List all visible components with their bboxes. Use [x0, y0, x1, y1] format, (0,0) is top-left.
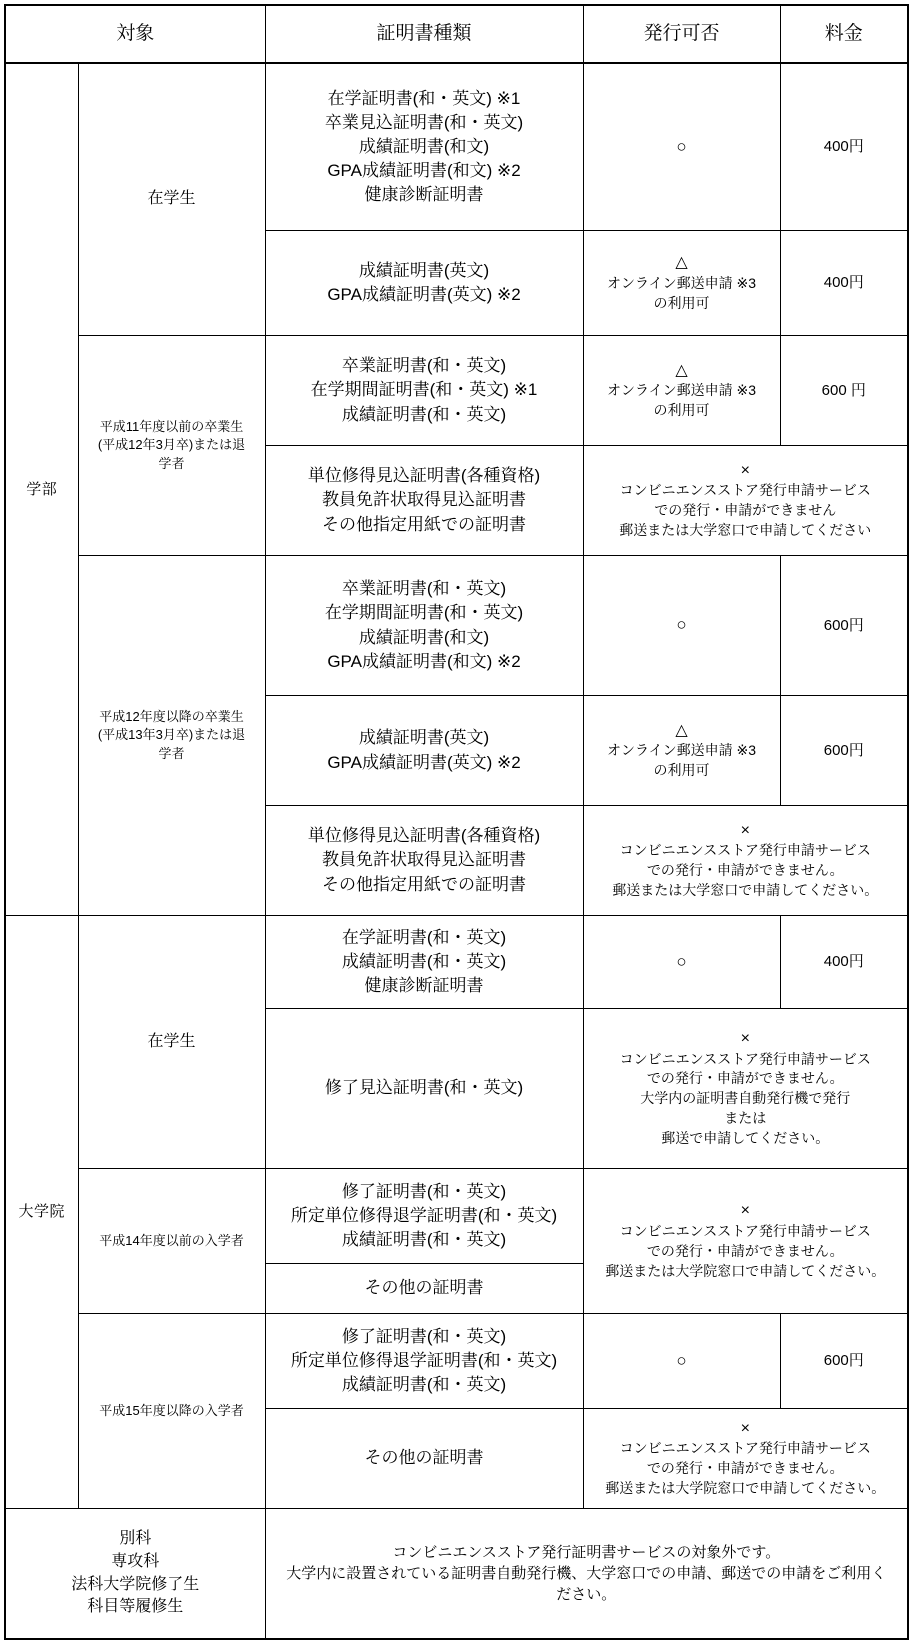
table-row — [5, 63, 908, 231]
availability-note-line: コンビニエンスストア発行申請サービス — [619, 482, 871, 499]
cert-type-item: GPA成績証明書(英文) ※2 — [327, 752, 521, 772]
cert-type-list — [265, 1409, 583, 1509]
cert-type-item: 卒業見込証明書(和・英文) — [324, 112, 524, 132]
availability-status — [583, 63, 780, 231]
availability-status — [583, 916, 780, 1009]
target-label-other — [5, 1509, 265, 1640]
cert-type-item: 健康診断証明書 — [364, 185, 484, 205]
availability-mark-circle-icon: ○ — [676, 1350, 687, 1370]
availability-status — [583, 696, 780, 806]
availability-note-line: の利用可 — [653, 402, 710, 419]
cert-type-list — [265, 556, 583, 696]
cert-type-item: 在学期間証明書(和・英文) — [324, 603, 524, 623]
table-row — [5, 1314, 908, 1409]
availability-mark-cross-icon: × — [740, 821, 750, 839]
availability-mark-triangle-icon: △ — [675, 254, 688, 272]
cert-type-item: 成績証明書(和・英文) — [341, 1375, 507, 1395]
availability-status — [583, 336, 780, 446]
other-note-line: ださい。 — [556, 1586, 617, 1604]
availability-mark-cross-icon: × — [740, 1030, 750, 1048]
availability-note-line: オンライン郵送申請 ※3 — [607, 382, 757, 399]
other-note-line: 大学内に設置されている証明書自動発行機、大学窓口での申請、郵送での申請をご利用く — [286, 1564, 887, 1582]
availability-mark-circle-icon: ○ — [676, 951, 687, 971]
availability-note-line: での発行・申請ができません — [654, 502, 837, 519]
fee-value: 600円 — [780, 696, 908, 806]
fee-value: 400円 — [780, 231, 908, 336]
cert-type-list — [265, 696, 583, 806]
availability-note-line: 大学内の証明書自動発行機で発行 — [640, 1090, 851, 1107]
cert-type-item: 教員免許状取得見込証明書 — [322, 490, 527, 510]
column-header-cert-type: 証明書種類 — [265, 5, 583, 63]
availability-note-line: の利用可 — [653, 294, 710, 311]
cert-type-item: GPA成績証明書(英文) ※2 — [327, 285, 521, 304]
availability-mark-circle-icon: ○ — [676, 136, 687, 156]
availability-note-line: 郵送または大学窓口で申請してください。 — [612, 882, 879, 899]
fee-value: 400円 — [780, 63, 908, 231]
cert-type-item: 所定単位修得退学証明書(和・英文) — [290, 1205, 558, 1225]
cert-type-item: 成績証明書(和・英文) — [341, 951, 507, 971]
cert-type-list — [265, 446, 583, 556]
target-line: 科目等履修生 — [87, 1598, 184, 1616]
fee-value: 600円 — [780, 556, 908, 696]
availability-note-line: の利用可 — [653, 762, 710, 779]
cert-type-item: その他指定用紙での証明書 — [322, 874, 527, 894]
cert-type-item: その他指定用紙での証明書 — [322, 514, 527, 534]
cert-type-list — [265, 231, 583, 336]
cert-type-item: 成績証明書(英文) — [358, 260, 490, 280]
other-note — [265, 1509, 908, 1640]
cert-type-item: 在学証明書(和・英文) ※1 — [327, 88, 521, 108]
cert-type-item: GPA成績証明書(和文) ※2 — [327, 161, 521, 181]
target-label-ug-h12 — [78, 556, 265, 916]
target-line: (平成12年3月卒)または退 — [97, 437, 246, 453]
cert-type-item: その他の証明書 — [364, 1278, 484, 1298]
cert-type-item: 所定単位修得退学証明書(和・英文) — [290, 1350, 558, 1370]
cert-type-item: 単位修得見込証明書(各種資格) — [307, 826, 541, 846]
target-label-ug-current: 在学生 — [78, 63, 265, 336]
cert-type-item: GPA成績証明書(和文) ※2 — [327, 651, 521, 671]
target-label-gr-h15: 平成15年度以降の入学者 — [78, 1314, 265, 1509]
availability-mark-cross-icon: × — [740, 1202, 750, 1220]
cert-type-list — [265, 336, 583, 446]
target-label-gr-h14: 平成14年度以前の入学者 — [78, 1169, 265, 1314]
cert-type-item: その他の証明書 — [364, 1448, 484, 1468]
availability-status — [583, 556, 780, 696]
availability-note-line: での発行・申請ができません。 — [646, 1460, 844, 1477]
table-header-row — [5, 5, 908, 63]
availability-note-line: コンビニエンスストア発行申請サービス — [619, 1440, 871, 1457]
target-line: 法科大学院修了生 — [71, 1575, 200, 1593]
group-label-graduate: 大学院 — [5, 916, 78, 1509]
fee-value: 400円 — [780, 916, 908, 1009]
availability-note-line: 郵送または大学院窓口で申請してください。 — [605, 1262, 886, 1279]
cert-type-item: 成績証明書(和文) — [358, 627, 490, 647]
table-row — [5, 556, 908, 696]
availability-status — [583, 231, 780, 336]
cert-type-item: 在学証明書(和・英文) — [341, 927, 507, 947]
availability-mark-circle-icon: ○ — [676, 615, 687, 635]
target-label-gr-current: 在学生 — [78, 916, 265, 1169]
availability-status — [583, 446, 908, 556]
cert-type-item: 修了証明書(和・英文) — [341, 1326, 507, 1346]
availability-mark-triangle-icon: △ — [675, 721, 688, 739]
availability-mark-cross-icon: × — [740, 1419, 750, 1437]
certificate-issuance-table — [4, 4, 909, 1640]
cert-type-item: 教員免許状取得見込証明書 — [322, 850, 527, 870]
cert-type-item: 成績証明書(和・英文) — [341, 404, 507, 424]
column-header-target: 対象 — [5, 5, 265, 63]
cert-type-list — [265, 1264, 583, 1314]
availability-mark-cross-icon: × — [740, 461, 750, 479]
cert-type-item: 成績証明書(英文) — [358, 728, 490, 748]
availability-mark-triangle-icon: △ — [675, 361, 688, 379]
cert-type-item: 修了証明書(和・英文) — [341, 1181, 507, 1201]
cert-type-item: 在学期間証明書(和・英文) ※1 — [310, 380, 538, 400]
availability-note-line: 郵送または大学院窓口で申請してください。 — [605, 1480, 886, 1497]
target-line: 平成12年度以降の卒業生 — [99, 708, 244, 724]
column-header-fee: 料金 — [780, 5, 908, 63]
target-line: (平成13年3月卒)または退 — [97, 727, 246, 743]
table-row — [5, 1509, 908, 1640]
availability-note-line: コンビニエンスストア発行申請サービス — [619, 1222, 871, 1239]
cert-type-item: 成績証明書(和文) — [358, 136, 490, 156]
target-line: 平成11年度以前の卒業生 — [99, 418, 244, 434]
availability-status — [583, 1314, 780, 1409]
column-header-availability: 発行可否 — [583, 5, 780, 63]
cert-type-list — [265, 1169, 583, 1264]
target-line: 学者 — [158, 745, 185, 761]
other-note-line: コンビニエンスストア発行証明書サービスの対象外です。 — [392, 1543, 781, 1561]
cert-type-item: 単位修得見込証明書(各種資格) — [307, 466, 541, 486]
target-line: 専攻科 — [111, 1552, 160, 1570]
cert-type-item: 健康診断証明書 — [364, 976, 484, 996]
cert-type-item: 卒業証明書(和・英文) — [341, 356, 507, 376]
availability-status — [583, 1169, 908, 1314]
availability-note-line: での発行・申請ができません。 — [646, 862, 844, 879]
target-line: 学者 — [158, 455, 185, 471]
target-line: 別科 — [119, 1530, 152, 1548]
availability-note-line: オンライン郵送申請 ※3 — [607, 274, 757, 291]
cert-type-item: 成績証明書(和・英文) — [341, 1230, 507, 1250]
availability-status — [583, 1409, 908, 1509]
group-label-undergraduate: 学部 — [5, 63, 78, 916]
cert-type-item: 卒業証明書(和・英文) — [341, 579, 507, 599]
availability-note-line: 郵送で申請してください。 — [661, 1130, 830, 1147]
cert-type-list — [265, 1314, 583, 1409]
availability-note-line: での発行・申請ができません。 — [646, 1070, 844, 1087]
cert-type-list — [265, 1009, 583, 1169]
cert-type-list — [265, 63, 583, 231]
availability-note-line: 郵送または大学窓口で申請してください — [619, 522, 872, 539]
availability-note-line: オンライン郵送申請 ※3 — [607, 742, 757, 759]
availability-status — [583, 1009, 908, 1169]
cert-type-list — [265, 806, 583, 916]
fee-value: 600 円 — [780, 336, 908, 446]
availability-status — [583, 806, 908, 916]
availability-note-line: コンビニエンスストア発行申請サービス — [619, 1050, 871, 1067]
table-row — [5, 1169, 908, 1264]
cert-type-item: 修了見込証明書(和・英文) — [324, 1078, 524, 1098]
cert-type-list — [265, 916, 583, 1009]
table-row — [5, 336, 908, 446]
target-label-ug-h11 — [78, 336, 265, 556]
fee-value: 600円 — [780, 1314, 908, 1409]
availability-note-line: または — [724, 1110, 767, 1127]
availability-note-line: コンビニエンスストア発行申請サービス — [619, 842, 871, 859]
table-row — [5, 916, 908, 1009]
availability-note-line: での発行・申請ができません。 — [646, 1242, 844, 1259]
